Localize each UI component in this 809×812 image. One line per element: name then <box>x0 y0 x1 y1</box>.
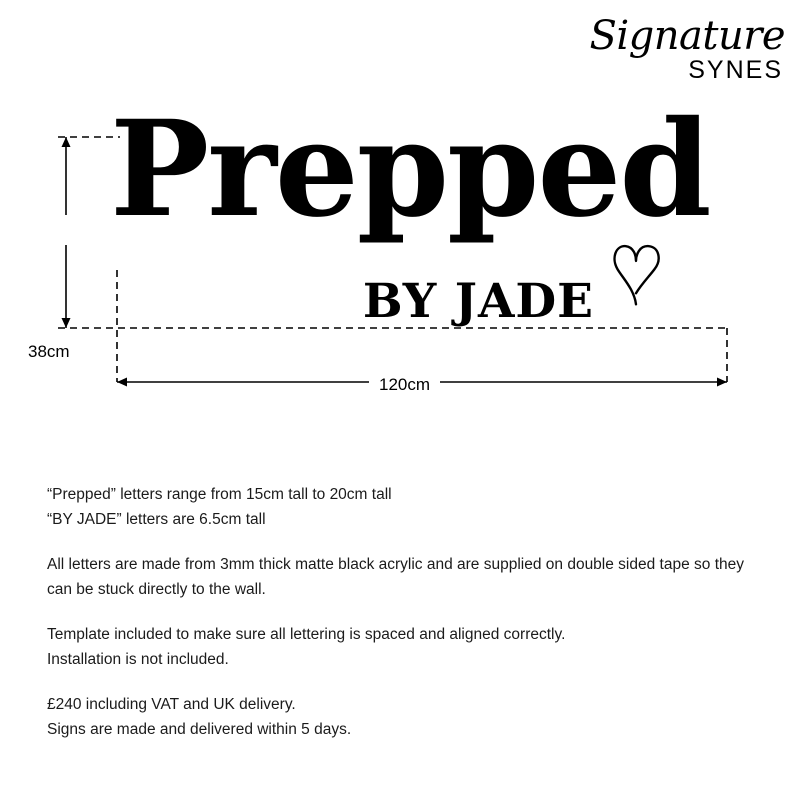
brand-name-script: Signature <box>589 13 785 59</box>
sign-main-word: Prepped <box>110 92 710 247</box>
letter-heights-block <box>47 482 759 532</box>
pricing-info <box>47 692 759 742</box>
price-line: £240 including VAT and UK delivery. <box>47 696 296 713</box>
heart-icon <box>608 236 664 308</box>
dimension-width-label <box>0 375 809 395</box>
sign-dimension-diagram <box>0 92 809 420</box>
dimension-width-value: 120cm <box>369 375 440 394</box>
product-description <box>47 482 759 742</box>
installation-note: Installation is not included. <box>47 651 229 668</box>
sign-sub-word: BY JADE <box>362 274 594 329</box>
letter-height-main: “Prepped” letters range from 15cm tall to 20cm tall <box>47 486 392 503</box>
brand-name-sub: SYNES <box>688 56 783 84</box>
template-included: Template included to make sure all lettering is spaced and aligned correctly. <box>47 626 566 643</box>
letter-height-sub: “BY JADE” letters are 6.5cm tall <box>47 511 266 528</box>
dimension-height-label: 38cm <box>28 342 70 361</box>
delivery-line: Signs are made and delivered within 5 days. <box>47 721 352 738</box>
brand-logo <box>589 13 785 84</box>
sign-artwork <box>110 92 722 333</box>
material-info: All letters are made from 3mm thick matte black acrylic and are supplied on double sided tape so they can be stuck directly to the wall. <box>47 556 744 598</box>
template-info <box>47 622 759 672</box>
